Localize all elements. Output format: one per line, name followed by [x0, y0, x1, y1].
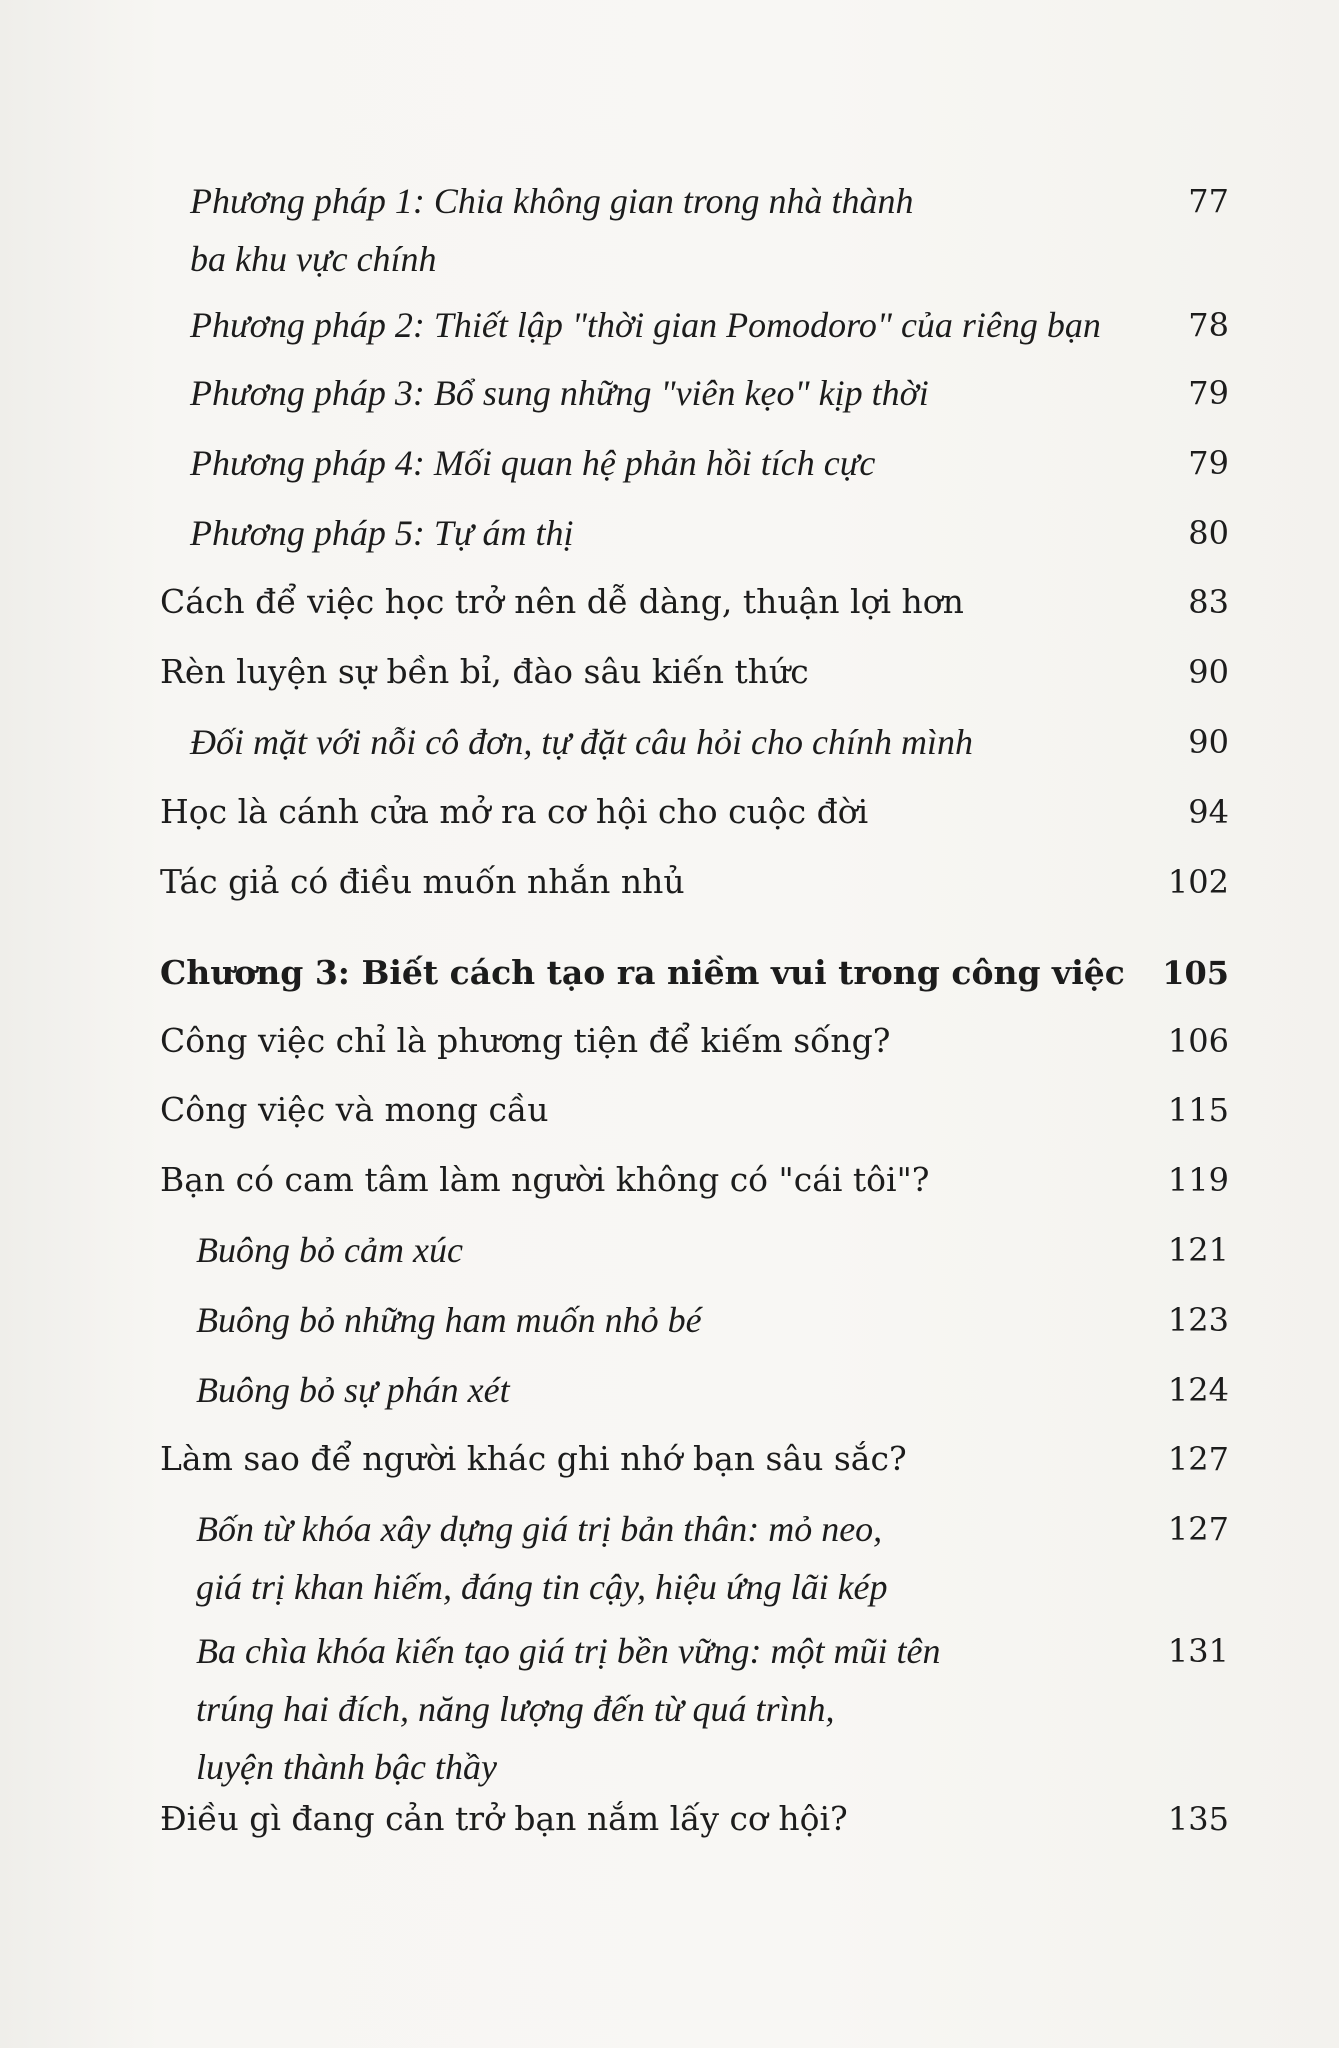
toc-entry-page: 105 [1162, 954, 1229, 992]
toc-entry-page: 127 [1167, 1440, 1229, 1478]
toc-entry-page: 106 [1167, 1022, 1229, 1060]
toc-entry-title: Làm sao để người khác ghi nhớ bạn sâu sắc? [160, 1439, 907, 1478]
toc-entry-page: 90 [1188, 723, 1229, 761]
toc-entry-title: Bạn có cam tâm làm người không có "cái tôi"? [160, 1160, 930, 1199]
toc-entry-title: Cách để việc học trở nên dễ dàng, thuận lợi hơn [160, 582, 964, 621]
toc-entry-page: 119 [1167, 1161, 1229, 1199]
toc-entry-title: Phương pháp 2: Thiết lập "thời gian Pomodoro" của riêng bạn [190, 305, 1101, 345]
toc-entry-title: Công việc và mong cầu [160, 1090, 549, 1129]
toc-entry-page: 83 [1188, 583, 1229, 621]
toc-entry-page: 77 [1188, 182, 1229, 220]
toc-entry-page: 123 [1167, 1301, 1229, 1339]
toc-entry-page: 79 [1188, 444, 1229, 482]
toc-entry-title: Buông bỏ sự phán xét [196, 1370, 510, 1410]
toc-entry-title: Điều gì đang cản trở bạn nắm lấy cơ hội? [160, 1799, 848, 1838]
toc-entry-page: 80 [1188, 514, 1229, 552]
toc-entry-page: 94 [1188, 793, 1229, 831]
toc-entry-title: Phương pháp 1: Chia không gian trong nhà thành ba khu vực chính [190, 181, 914, 279]
toc-entry-title: Bốn từ khóa xây dựng giá trị bản thân: mỏ neo, giá trị khan hiếm, đáng tin cậy, hiệu ứng lãi kép [196, 1509, 888, 1607]
toc-entry-page: 131 [1167, 1632, 1229, 1670]
toc-entry-page: 90 [1188, 653, 1229, 691]
toc-entry-title: Buông bỏ những ham muốn nhỏ bé [196, 1300, 702, 1340]
toc-entry-title: Phương pháp 5: Tự ám thị [190, 513, 574, 553]
toc-entry-title: Buông bỏ cảm xúc [196, 1230, 463, 1270]
toc-entry-title: Học là cánh cửa mở ra cơ hội cho cuộc đời [160, 792, 869, 831]
toc-entry-title: Chương 3: Biết cách tạo ra niềm vui trong công việc [160, 953, 1125, 992]
toc-entry-page: 121 [1167, 1231, 1229, 1269]
toc-entry-title: Ba chìa khóa kiến tạo giá trị bền vững: một mũi tên trúng hai đích, năng lượng đến từ quá trình, luyện thành bậc thầy [196, 1631, 941, 1787]
toc-entry-page: 79 [1188, 374, 1229, 412]
toc-entry-title: Công việc chỉ là phương tiện để kiếm sống? [160, 1021, 891, 1060]
toc-entry-title: Đối mặt với nỗi cô đơn, tự đặt câu hỏi cho chính mình [190, 722, 973, 762]
toc-entry-page: 124 [1167, 1371, 1229, 1409]
toc-entry-page: 115 [1167, 1091, 1229, 1129]
toc-entry-page: 127 [1167, 1510, 1229, 1548]
toc-entry-page: 78 [1188, 306, 1229, 344]
toc-entry-page: 135 [1167, 1800, 1229, 1838]
toc-entry-page: 102 [1167, 863, 1229, 901]
toc-entry-title: Tác giả có điều muốn nhắn nhủ [160, 862, 685, 901]
toc-entry-title: Phương pháp 4: Mối quan hệ phản hồi tích cực [190, 443, 876, 483]
toc-entry-title: Phương pháp 3: Bổ sung những "viên kẹo" kịp thời [190, 373, 929, 413]
toc-entry-title: Rèn luyện sự bền bỉ, đào sâu kiến thức [160, 652, 809, 691]
